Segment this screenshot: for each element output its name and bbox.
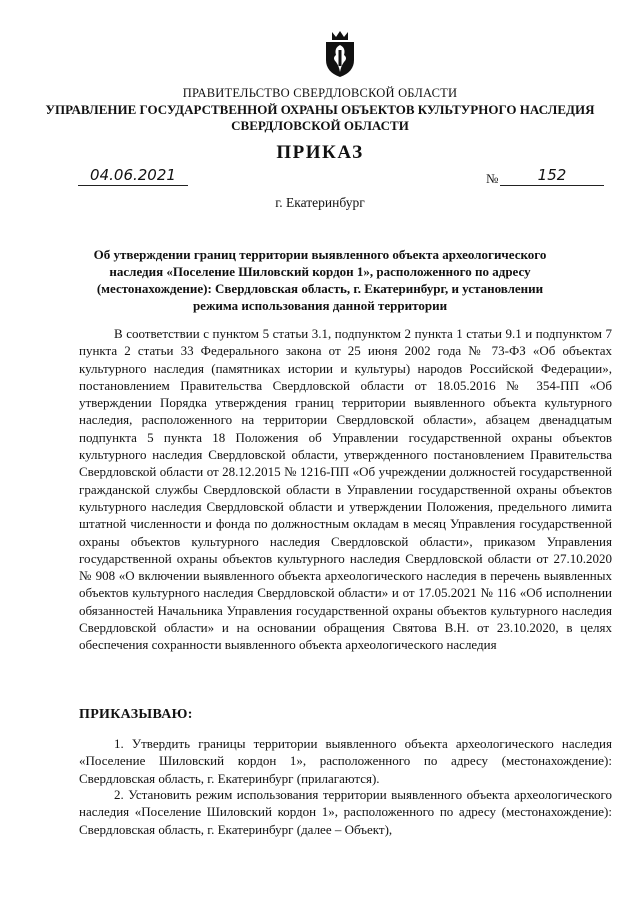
order-item-2: 2. Установить режим использования территории выявленного объекта археологического наследия «Поселение Шиловский кордон 1», расположенного по адресу (местонахождение): Свердловская область, г. Екатеринбург (далее – Объект),: [79, 787, 612, 837]
preamble-paragraph: В соответствии с пунктом 5 статьи 3.1, подпунктом 2 пункта 1 статьи 9.1 и подпунктом 7 пункта 2 статьи 33 Федерального закона от 25 июня 2002 года № 73-ФЗ «Об объектах культурного наследия (памятниках истории и культуры) народов Российской Федерации», постановлением Правительства Свердловской области от 18.05.2016 № 354-ПП «Об утверждении Порядка утверждения границ территории выявленного объекта культурного наследия, расположенного на территории Свердловской области», абзацем двенадцатым подпункта 5 пункта 18 Положения об Управлении государственной охраны объектов культурного наследия Свердловской области, утвержденного постановлением Правительства Свердловской области от 28.12.2015 № 1216-ПП «Об учреждении должностей государственной гражданской службы Свердловской области в Управлении государственной охраны объектов культурного наследия Свердловской области и утверждении Положения, предельного лимита штатной численности и фонда по должностным окладам в месяц Управления государственной охраны объектов культурного наследия Свердловской области», приказом Управления государственной охраны объектов культурного наследия Свердловской области от 27.10.2020 № 908 «О включении выявленного объекта археологического наследия в перечень выявленных объектов культурного наследия Свердловской области» и от 17.05.2021 № 116 «Об исполнении обязанностей Начальника Управления государственной охраны объектов культурного наследия Свердловской области» и на основании обращения Святова В.Н. от 23.10.2020, в целях обеспечения сохранности выявленного объекта археологического наследия: [79, 326, 612, 653]
order-item-1: 1. Утвердить границы территории выявленного объекта археологического наследия «Поселение Шиловский кордон 1», расположенного по адресу (местонахождение): Свердловская область, г. Екатеринбург (прилагаются).: [79, 736, 612, 786]
department-line-2: СВЕРДЛОВСКОЙ ОБЛАСТИ: [231, 118, 409, 133]
department-name: [0, 102, 640, 134]
subject-line-3: (местонахождение): Свердловская область, г. Екатеринбург, и установлении: [96, 281, 544, 296]
subject-line-4: режима использования данной территории: [192, 298, 448, 313]
order-date: 04.06.2021: [78, 166, 188, 186]
orders-heading: ПРИКАЗЫВАЮ:: [79, 707, 193, 722]
coat-of-arms-icon: [322, 28, 358, 78]
department-line-1: УПРАВЛЕНИЕ ГОСУДАРСТВЕННОЙ ОХРАНЫ ОБЪЕКТОВ КУЛЬТУРНОГО НАСЛЕДИЯ: [45, 102, 595, 117]
city: г. Екатеринбург: [275, 195, 365, 210]
subject-line-2: наследия «Поселение Шиловский кордон 1», расположенного по адресу: [109, 264, 531, 279]
government-name: ПРАВИТЕЛЬСТВО СВЕРДЛОВСКОЙ ОБЛАСТИ: [182, 86, 458, 100]
order-number: 152: [500, 166, 604, 186]
order-subject: [0, 246, 640, 314]
number-label: №: [486, 171, 499, 186]
document-type: ПРИКАЗ: [276, 142, 364, 163]
subject-line-1: Об утверждении границ территории выявленного объекта археологического: [93, 247, 547, 262]
